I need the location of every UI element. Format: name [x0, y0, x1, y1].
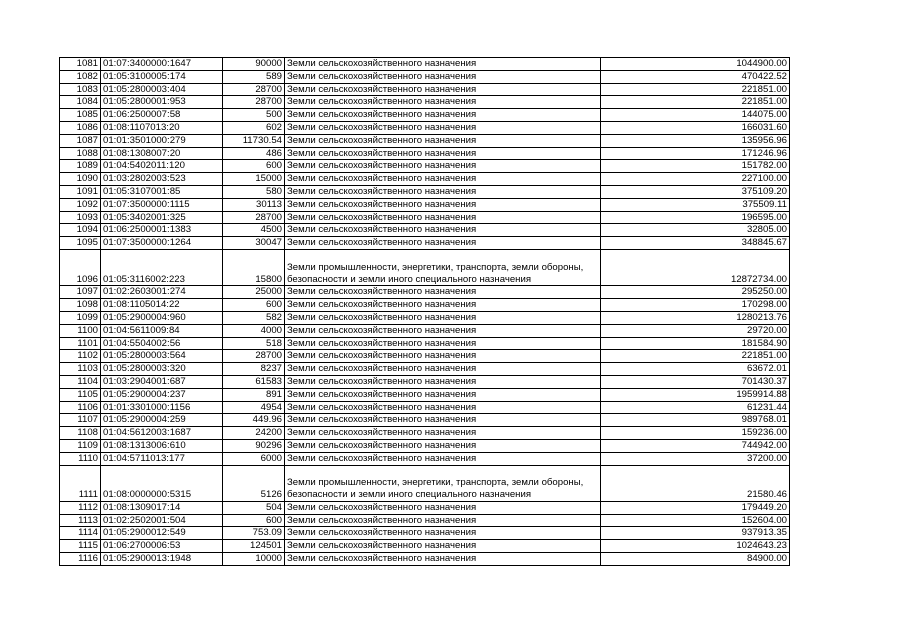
cadastral-value-cell: 348845.67 [601, 237, 790, 250]
row-number-cell: 1108 [60, 427, 101, 440]
land-category-cell: Земли сельскохозяйственного назначения [285, 109, 601, 122]
table-row [60, 224, 790, 237]
area-cell: 449.96 [223, 414, 285, 427]
cadastral-value-cell: 181584.90 [601, 337, 790, 350]
table-row [60, 553, 790, 566]
table-row [60, 58, 790, 71]
table-row [60, 134, 790, 147]
table-row [60, 211, 790, 224]
land-category-cell: Земли сельскохозяйственного назначения [285, 173, 601, 186]
cadastral-number-cell: 01:04:5612003:1687 [101, 427, 223, 440]
land-category-cell: Земли сельскохозяйственного назначения [285, 134, 601, 147]
cadastral-number-cell: 01:05:2900004:259 [101, 414, 223, 427]
cadastral-value-cell: 375109.20 [601, 185, 790, 198]
table-row [60, 439, 790, 452]
cadastral-value-cell: 144075.00 [601, 109, 790, 122]
table-row [60, 527, 790, 540]
land-category-cell: Земли сельскохозяйственного назначения [285, 185, 601, 198]
cadastral-value-cell: 12872734.00 [601, 249, 790, 285]
cadastral-number-cell: 01:05:3116002:223 [101, 249, 223, 285]
table-row [60, 311, 790, 324]
area-cell: 28700 [223, 211, 285, 224]
land-category-cell: Земли сельскохозяйственного назначения [285, 350, 601, 363]
land-category-cell: Земли сельскохозяйственного назначения [285, 96, 601, 109]
area-cell: 600 [223, 299, 285, 312]
row-number-cell: 1099 [60, 311, 101, 324]
area-cell: 90000 [223, 58, 285, 71]
land-category-cell: Земли промышленности, энергетики, транспорта, земли обороны, безопасности и земли иного специального назначения [285, 465, 601, 501]
land-category-cell: Земли сельскохозяйственного назначения [285, 375, 601, 388]
land-category-cell: Земли сельскохозяйственного назначения [285, 286, 601, 299]
row-number-cell: 1109 [60, 439, 101, 452]
row-number-cell: 1110 [60, 452, 101, 465]
area-cell: 4954 [223, 401, 285, 414]
table-row [60, 121, 790, 134]
area-cell: 589 [223, 70, 285, 83]
area-cell: 518 [223, 337, 285, 350]
table-row [60, 540, 790, 553]
land-parcel-table [59, 57, 790, 566]
cadastral-number-cell: 01:05:2900013:1948 [101, 553, 223, 566]
cadastral-number-cell: 01:04:5711013:177 [101, 452, 223, 465]
cadastral-number-cell: 01:05:2900004:237 [101, 388, 223, 401]
cadastral-number-cell: 01:08:0000000:5315 [101, 465, 223, 501]
cadastral-number-cell: 01:05:3100005:174 [101, 70, 223, 83]
area-cell: 602 [223, 121, 285, 134]
table-row [60, 96, 790, 109]
cadastral-value-cell: 221851.00 [601, 83, 790, 96]
cadastral-number-cell: 01:01:3301000:1156 [101, 401, 223, 414]
cadastral-value-cell: 227100.00 [601, 173, 790, 186]
table-row [60, 401, 790, 414]
row-number-cell: 1087 [60, 134, 101, 147]
row-number-cell: 1115 [60, 540, 101, 553]
cadastral-value-cell: 179449.20 [601, 501, 790, 514]
cadastral-number-cell: 01:05:3107001:85 [101, 185, 223, 198]
area-cell: 25000 [223, 286, 285, 299]
cadastral-value-cell: 937913.35 [601, 527, 790, 540]
row-number-cell: 1082 [60, 70, 101, 83]
cadastral-number-cell: 01:05:2900012:549 [101, 527, 223, 540]
row-number-cell: 1106 [60, 401, 101, 414]
cadastral-number-cell: 01:08:1309017:14 [101, 501, 223, 514]
area-cell: 28700 [223, 96, 285, 109]
area-cell: 15800 [223, 249, 285, 285]
cadastral-number-cell: 01:03:2904001:687 [101, 375, 223, 388]
land-category-cell: Земли сельскохозяйственного назначения [285, 299, 601, 312]
cadastral-number-cell: 01:04:5611009:84 [101, 324, 223, 337]
row-number-cell: 1097 [60, 286, 101, 299]
cadastral-value-cell: 61231.44 [601, 401, 790, 414]
cadastral-value-cell: 295250.00 [601, 286, 790, 299]
area-cell: 891 [223, 388, 285, 401]
cadastral-value-cell: 135956.96 [601, 134, 790, 147]
table-row [60, 427, 790, 440]
cadastral-value-cell: 21580.46 [601, 465, 790, 501]
cadastral-number-cell: 01:05:2900004:960 [101, 311, 223, 324]
row-number-cell: 1088 [60, 147, 101, 160]
area-cell: 24200 [223, 427, 285, 440]
land-category-cell: Земли сельскохозяйственного назначения [285, 198, 601, 211]
cadastral-number-cell: 01:06:2500001:1383 [101, 224, 223, 237]
cadastral-number-cell: 01:08:1308007:20 [101, 147, 223, 160]
cadastral-value-cell: 37200.00 [601, 452, 790, 465]
area-cell: 753.09 [223, 527, 285, 540]
cadastral-value-cell: 151782.00 [601, 160, 790, 173]
cadastral-number-cell: 01:06:2700006:53 [101, 540, 223, 553]
area-cell: 582 [223, 311, 285, 324]
land-category-cell: Земли сельскохозяйственного назначения [285, 311, 601, 324]
table-row [60, 337, 790, 350]
table-row [60, 109, 790, 122]
table-row [60, 414, 790, 427]
row-number-cell: 1105 [60, 388, 101, 401]
cadastral-number-cell: 01:05:2800001:953 [101, 96, 223, 109]
cadastral-number-cell: 01:05:2800003:404 [101, 83, 223, 96]
row-number-cell: 1090 [60, 173, 101, 186]
land-category-cell: Земли сельскохозяйственного назначения [285, 414, 601, 427]
land-category-cell: Земли сельскохозяйственного назначения [285, 324, 601, 337]
land-category-cell: Земли промышленности, энергетики, транспорта, земли обороны, безопасности и земли иного специального назначения [285, 249, 601, 285]
land-category-cell: Земли сельскохозяйственного назначения [285, 527, 601, 540]
area-cell: 500 [223, 109, 285, 122]
area-cell: 486 [223, 147, 285, 160]
table-row [60, 452, 790, 465]
cadastral-number-cell: 01:08:1107013:20 [101, 121, 223, 134]
row-number-cell: 1089 [60, 160, 101, 173]
land-category-cell: Земли сельскохозяйственного назначения [285, 237, 601, 250]
cadastral-value-cell: 221851.00 [601, 96, 790, 109]
row-number-cell: 1113 [60, 514, 101, 527]
cadastral-value-cell: 170298.00 [601, 299, 790, 312]
cadastral-number-cell: 01:08:1105014:22 [101, 299, 223, 312]
cadastral-value-cell: 701430.37 [601, 375, 790, 388]
row-number-cell: 1116 [60, 553, 101, 566]
table-row [60, 160, 790, 173]
table-row [60, 185, 790, 198]
cadastral-number-cell: 01:05:2800003:564 [101, 350, 223, 363]
land-category-cell: Земли сельскохозяйственного назначения [285, 514, 601, 527]
area-cell: 90296 [223, 439, 285, 452]
cadastral-number-cell: 01:08:1313006:610 [101, 439, 223, 452]
cadastral-value-cell: 63672.01 [601, 363, 790, 376]
area-cell: 6000 [223, 452, 285, 465]
area-cell: 4000 [223, 324, 285, 337]
table-row [60, 299, 790, 312]
land-category-cell: Земли сельскохозяйственного назначения [285, 553, 601, 566]
area-cell: 504 [223, 501, 285, 514]
area-cell: 30113 [223, 198, 285, 211]
cadastral-number-cell: 01:05:2800003:320 [101, 363, 223, 376]
land-category-cell: Земли сельскохозяйственного назначения [285, 540, 601, 553]
area-cell: 28700 [223, 83, 285, 96]
table-row [60, 83, 790, 96]
row-number-cell: 1098 [60, 299, 101, 312]
table-row [60, 363, 790, 376]
cadastral-number-cell: 01:03:2802003:523 [101, 173, 223, 186]
table-row [60, 324, 790, 337]
land-category-cell: Земли сельскохозяйственного назначения [285, 452, 601, 465]
area-cell: 4500 [223, 224, 285, 237]
row-number-cell: 1093 [60, 211, 101, 224]
table-row [60, 501, 790, 514]
row-number-cell: 1104 [60, 375, 101, 388]
row-number-cell: 1085 [60, 109, 101, 122]
area-cell: 580 [223, 185, 285, 198]
cadastral-value-cell: 196595.00 [601, 211, 790, 224]
row-number-cell: 1096 [60, 249, 101, 285]
cadastral-value-cell: 1280213.76 [601, 311, 790, 324]
table-row [60, 388, 790, 401]
table-row [60, 465, 790, 501]
cadastral-value-cell: 159236.00 [601, 427, 790, 440]
row-number-cell: 1103 [60, 363, 101, 376]
cadastral-number-cell: 01:02:2502001:504 [101, 514, 223, 527]
cadastral-value-cell: 84900.00 [601, 553, 790, 566]
land-category-cell: Земли сельскохозяйственного назначения [285, 83, 601, 96]
cadastral-value-cell: 152604.00 [601, 514, 790, 527]
cadastral-number-cell: 01:07:3400000:1647 [101, 58, 223, 71]
area-cell: 600 [223, 514, 285, 527]
table-row [60, 173, 790, 186]
land-category-cell: Земли сельскохозяйственного назначения [285, 160, 601, 173]
table-row [60, 147, 790, 160]
table-row [60, 70, 790, 83]
cadastral-number-cell: 01:01:3501000:279 [101, 134, 223, 147]
row-number-cell: 1092 [60, 198, 101, 211]
land-category-cell: Земли сельскохозяйственного назначения [285, 58, 601, 71]
area-cell: 15000 [223, 173, 285, 186]
cadastral-number-cell: 01:04:5504002:56 [101, 337, 223, 350]
cadastral-value-cell: 29720.00 [601, 324, 790, 337]
row-number-cell: 1100 [60, 324, 101, 337]
cadastral-value-cell: 1044900.00 [601, 58, 790, 71]
cadastral-value-cell: 989768.01 [601, 414, 790, 427]
table-row [60, 514, 790, 527]
area-cell: 10000 [223, 553, 285, 566]
cadastral-value-cell: 744942.00 [601, 439, 790, 452]
table-row [60, 286, 790, 299]
cadastral-value-cell: 1024643.23 [601, 540, 790, 553]
area-cell: 8237 [223, 363, 285, 376]
land-category-cell: Земли сельскохозяйственного назначения [285, 363, 601, 376]
row-number-cell: 1107 [60, 414, 101, 427]
table-row [60, 350, 790, 363]
cadastral-number-cell: 01:04:5402011:120 [101, 160, 223, 173]
row-number-cell: 1094 [60, 224, 101, 237]
cadastral-value-cell: 171246.96 [601, 147, 790, 160]
table-body [60, 58, 790, 566]
row-number-cell: 1101 [60, 337, 101, 350]
cadastral-value-cell: 1959914.88 [601, 388, 790, 401]
area-cell: 30047 [223, 237, 285, 250]
row-number-cell: 1095 [60, 237, 101, 250]
area-cell: 61583 [223, 375, 285, 388]
row-number-cell: 1083 [60, 83, 101, 96]
table-row [60, 375, 790, 388]
land-category-cell: Земли сельскохозяйственного назначения [285, 427, 601, 440]
cadastral-value-cell: 375509.11 [601, 198, 790, 211]
row-number-cell: 1086 [60, 121, 101, 134]
area-cell: 11730.54 [223, 134, 285, 147]
row-number-cell: 1081 [60, 58, 101, 71]
area-cell: 600 [223, 160, 285, 173]
land-category-cell: Земли сельскохозяйственного назначения [285, 70, 601, 83]
table-row [60, 198, 790, 211]
cadastral-number-cell: 01:06:2500007:58 [101, 109, 223, 122]
land-category-cell: Земли сельскохозяйственного назначения [285, 224, 601, 237]
land-category-cell: Земли сельскохозяйственного назначения [285, 337, 601, 350]
area-cell: 5126 [223, 465, 285, 501]
land-category-cell: Земли сельскохозяйственного назначения [285, 147, 601, 160]
row-number-cell: 1114 [60, 527, 101, 540]
table-row [60, 237, 790, 250]
land-category-cell: Земли сельскохозяйственного назначения [285, 439, 601, 452]
row-number-cell: 1084 [60, 96, 101, 109]
land-category-cell: Земли сельскохозяйственного назначения [285, 401, 601, 414]
row-number-cell: 1112 [60, 501, 101, 514]
cadastral-number-cell: 01:07:3500000:1264 [101, 237, 223, 250]
cadastral-number-cell: 01:07:3500000:1115 [101, 198, 223, 211]
cadastral-value-cell: 221851.00 [601, 350, 790, 363]
land-category-cell: Земли сельскохозяйственного назначения [285, 501, 601, 514]
cadastral-number-cell: 01:02:2603001:274 [101, 286, 223, 299]
row-number-cell: 1091 [60, 185, 101, 198]
cadastral-value-cell: 470422.52 [601, 70, 790, 83]
table-row [60, 249, 790, 285]
land-category-cell: Земли сельскохозяйственного назначения [285, 388, 601, 401]
area-cell: 124501 [223, 540, 285, 553]
land-category-cell: Земли сельскохозяйственного назначения [285, 121, 601, 134]
row-number-cell: 1111 [60, 465, 101, 501]
row-number-cell: 1102 [60, 350, 101, 363]
land-category-cell: Земли сельскохозяйственного назначения [285, 211, 601, 224]
cadastral-number-cell: 01:05:3402001:325 [101, 211, 223, 224]
cadastral-value-cell: 166031.60 [601, 121, 790, 134]
area-cell: 28700 [223, 350, 285, 363]
cadastral-value-cell: 32805.00 [601, 224, 790, 237]
